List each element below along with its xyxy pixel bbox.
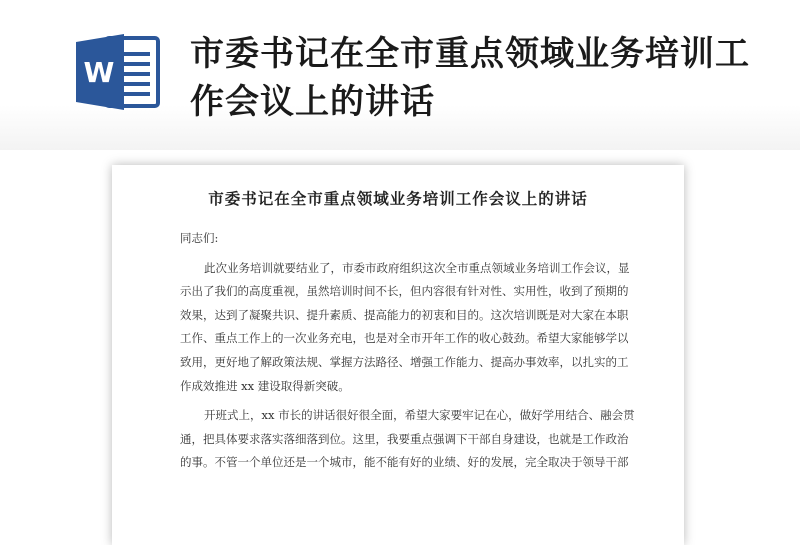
text-line: 开班式上，xx 市长的讲话很好很全面，希望大家要牢记在心，做好学用结合、融会贯 xyxy=(204,408,635,423)
document-title: 市委书记在全市重点领域业务培训工作会议上的讲话 xyxy=(208,189,588,208)
paragraph xyxy=(180,257,656,399)
text-line: 的事。不管一个单位还是一个城市，能不能有好的业绩、好的发展，完全取决于领导干部 xyxy=(180,455,629,470)
document-page xyxy=(112,165,684,545)
paragraph xyxy=(180,404,656,475)
greeting: 同志们: xyxy=(180,231,219,245)
text-line: 致用，更好地了解政策法规、掌握方法路径、增强工作能力、提高办事效率，以扎实的工 xyxy=(180,354,629,369)
word-document-icon xyxy=(76,32,164,112)
text-line: 通，把具体要求落实落细落到位。这里，我要重点强调下干部自身建设，也就是工作政治 xyxy=(180,431,629,446)
word-icon-letter: W xyxy=(83,56,115,89)
text-line: 作成效推进 xx 建设取得新突破。 xyxy=(180,378,350,393)
document-body xyxy=(180,227,656,481)
text-line: 效果，达到了凝聚共识、提升素质、提高能力的初衷和目的。这次培训既是对大家在本职 xyxy=(180,307,629,322)
text-line: 工作、重点工作上的一次业务充电，也是对全市开年工作的收心鼓劲。希望大家能够学以 xyxy=(180,331,629,346)
text-line: 此次业务培训就要结业了，市委市政府组织这次全市重点领域业务培训工作会议，显 xyxy=(204,260,630,275)
text-line: 示出了我们的高度重视，虽然培训时间不长，但内容很有针对性、实用性，收到了预期的 xyxy=(180,284,629,299)
page-title: 市委书记在全市重点领域业务培训工作会议上的讲话 xyxy=(190,34,750,122)
